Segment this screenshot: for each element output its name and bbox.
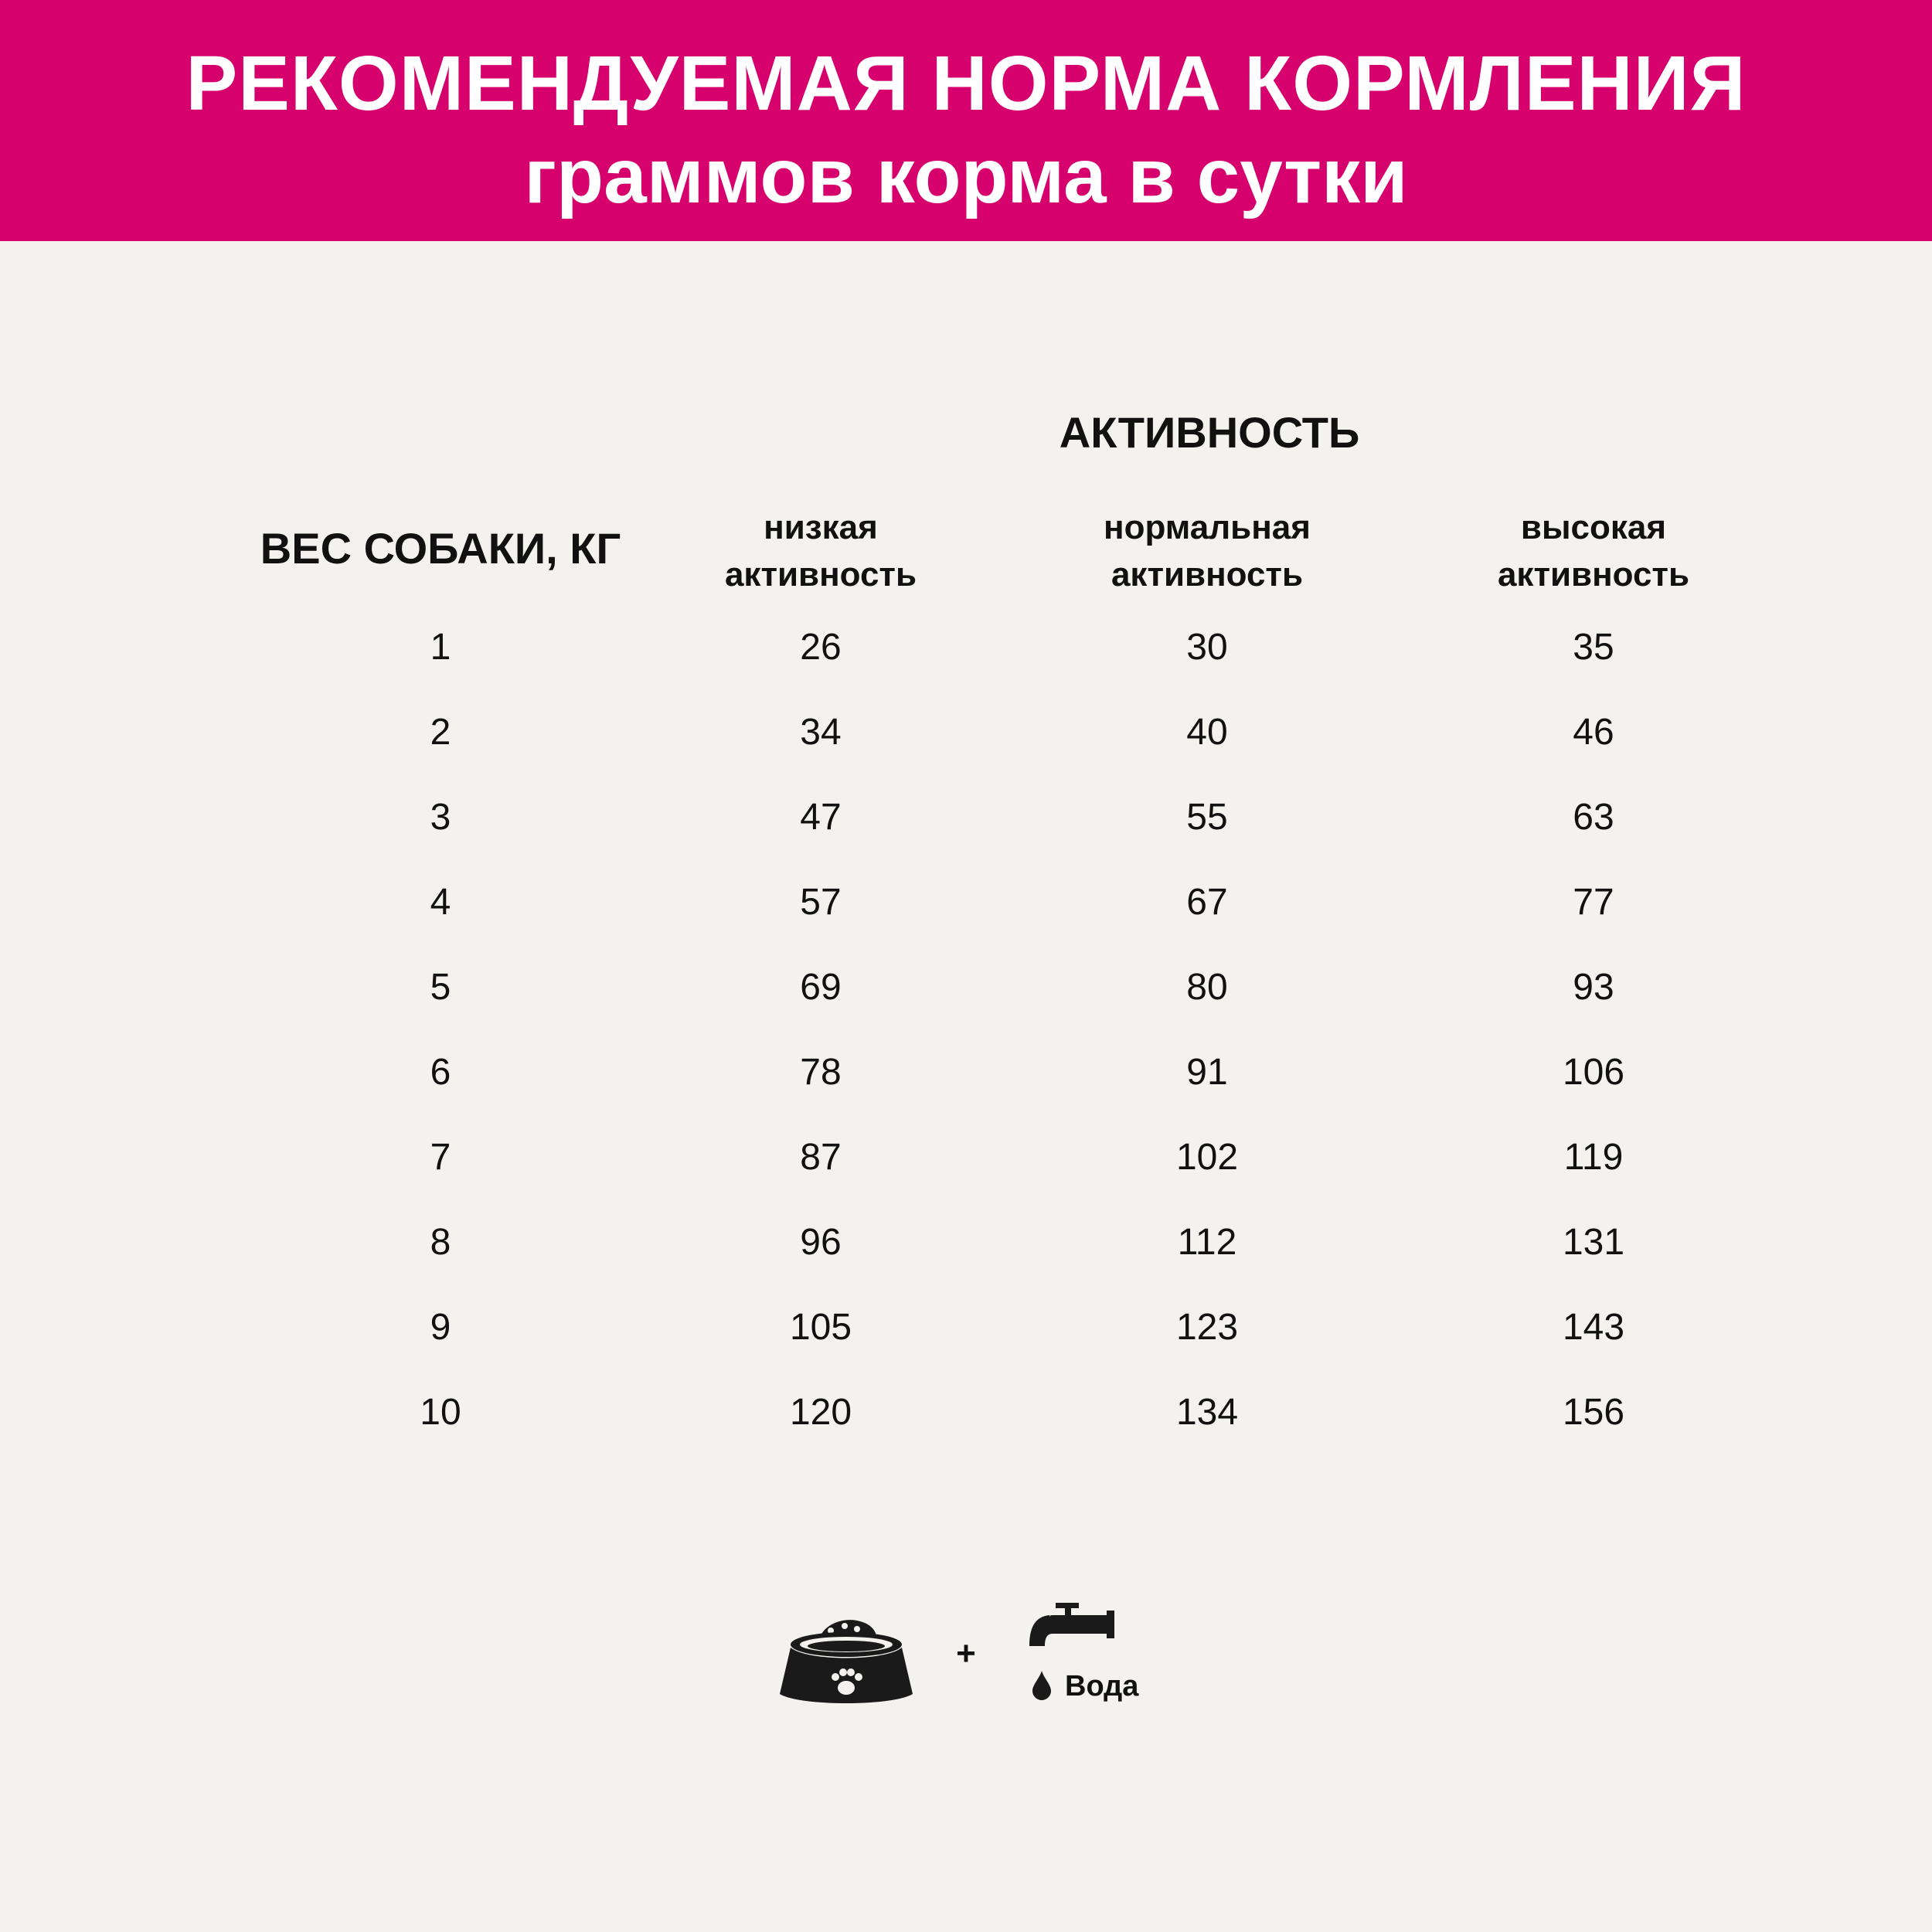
normal-activity-cell: 134 bbox=[1175, 1392, 1239, 1433]
page-title: РЕКОМЕНДУЕМАЯ НОРМА КОРМЛЕНИЯ bbox=[185, 40, 1747, 127]
weight-cell: 10 bbox=[420, 1392, 461, 1433]
low-activity-cell: 96 bbox=[800, 1222, 842, 1263]
normal-activity-header-line1: нормальная bbox=[1104, 509, 1311, 546]
low-activity-cell: 26 bbox=[800, 627, 842, 668]
normal-activity-cell: 80 bbox=[1186, 967, 1228, 1008]
weight-cell: 5 bbox=[430, 967, 451, 1008]
table-row bbox=[0, 1213, 1932, 1298]
plus-sign: + bbox=[956, 1634, 976, 1672]
high-activity-cell: 35 bbox=[1573, 627, 1614, 668]
high-activity-header-line1: высокая bbox=[1520, 509, 1667, 546]
weight-cell: 8 bbox=[430, 1222, 451, 1263]
low-activity-cell: 34 bbox=[800, 712, 842, 753]
table-row bbox=[0, 703, 1932, 788]
low-activity-cell: 57 bbox=[800, 882, 842, 923]
water-label: Вода bbox=[1065, 1670, 1139, 1702]
table-row bbox=[0, 1383, 1932, 1468]
table-row bbox=[0, 873, 1932, 958]
normal-activity-header-line2: активность bbox=[1111, 556, 1304, 594]
table-row bbox=[0, 1298, 1932, 1383]
table-row bbox=[0, 1128, 1932, 1213]
high-activity-cell: 63 bbox=[1573, 797, 1614, 838]
high-activity-cell: 106 bbox=[1562, 1052, 1625, 1093]
page-subtitle: граммов корма в сутки bbox=[524, 133, 1408, 219]
high-activity-cell: 93 bbox=[1573, 967, 1614, 1008]
high-activity-cell: 77 bbox=[1573, 882, 1614, 923]
normal-activity-cell: 40 bbox=[1186, 712, 1228, 753]
high-activity-column-header bbox=[1431, 504, 1756, 598]
header-banner bbox=[0, 0, 1932, 241]
feeding-hint bbox=[0, 1600, 1932, 1723]
high-activity-cell: 46 bbox=[1573, 712, 1614, 753]
table-row bbox=[0, 788, 1932, 873]
low-activity-column-header bbox=[658, 504, 983, 598]
high-activity-cell: 156 bbox=[1562, 1392, 1625, 1433]
normal-activity-cell: 123 bbox=[1175, 1307, 1239, 1348]
feeding-table-body bbox=[0, 618, 1932, 1468]
weight-cell: 3 bbox=[430, 797, 451, 838]
low-activity-header-line1: низкая bbox=[764, 509, 878, 546]
table-row bbox=[0, 618, 1932, 703]
weight-cell: 7 bbox=[430, 1137, 451, 1178]
low-activity-header-line2: активность bbox=[724, 556, 917, 594]
table-row bbox=[0, 1043, 1932, 1128]
low-activity-cell: 87 bbox=[800, 1137, 842, 1178]
dog-food-bowl-icon bbox=[777, 1611, 916, 1711]
water-drop-icon bbox=[1032, 1671, 1052, 1700]
normal-activity-cell: 112 bbox=[1177, 1222, 1237, 1263]
normal-activity-cell: 55 bbox=[1186, 797, 1228, 838]
high-activity-cell: 131 bbox=[1562, 1222, 1625, 1263]
activity-group-header: АКТИВНОСТЬ bbox=[1059, 408, 1360, 457]
low-activity-cell: 78 bbox=[800, 1052, 842, 1093]
normal-activity-cell: 30 bbox=[1186, 627, 1228, 668]
normal-activity-cell: 67 bbox=[1186, 882, 1228, 923]
weight-cell: 4 bbox=[430, 882, 451, 923]
weight-cell: 2 bbox=[430, 712, 451, 753]
weight-cell: 9 bbox=[430, 1307, 451, 1348]
low-activity-cell: 47 bbox=[800, 797, 842, 838]
high-activity-cell: 119 bbox=[1563, 1137, 1624, 1178]
weight-cell: 1 bbox=[430, 627, 451, 668]
low-activity-cell: 120 bbox=[789, 1392, 852, 1433]
high-activity-header-line2: активность bbox=[1497, 556, 1690, 594]
high-activity-cell: 143 bbox=[1562, 1307, 1625, 1348]
table-row bbox=[0, 958, 1932, 1043]
normal-activity-cell: 91 bbox=[1186, 1052, 1228, 1093]
low-activity-cell: 69 bbox=[800, 967, 842, 1008]
normal-activity-cell: 102 bbox=[1175, 1137, 1239, 1178]
low-activity-cell: 105 bbox=[789, 1307, 852, 1348]
weight-column-header: ВЕС СОБАКИ, КГ bbox=[260, 524, 621, 573]
weight-cell: 6 bbox=[430, 1052, 451, 1093]
normal-activity-column-header bbox=[1045, 504, 1369, 598]
